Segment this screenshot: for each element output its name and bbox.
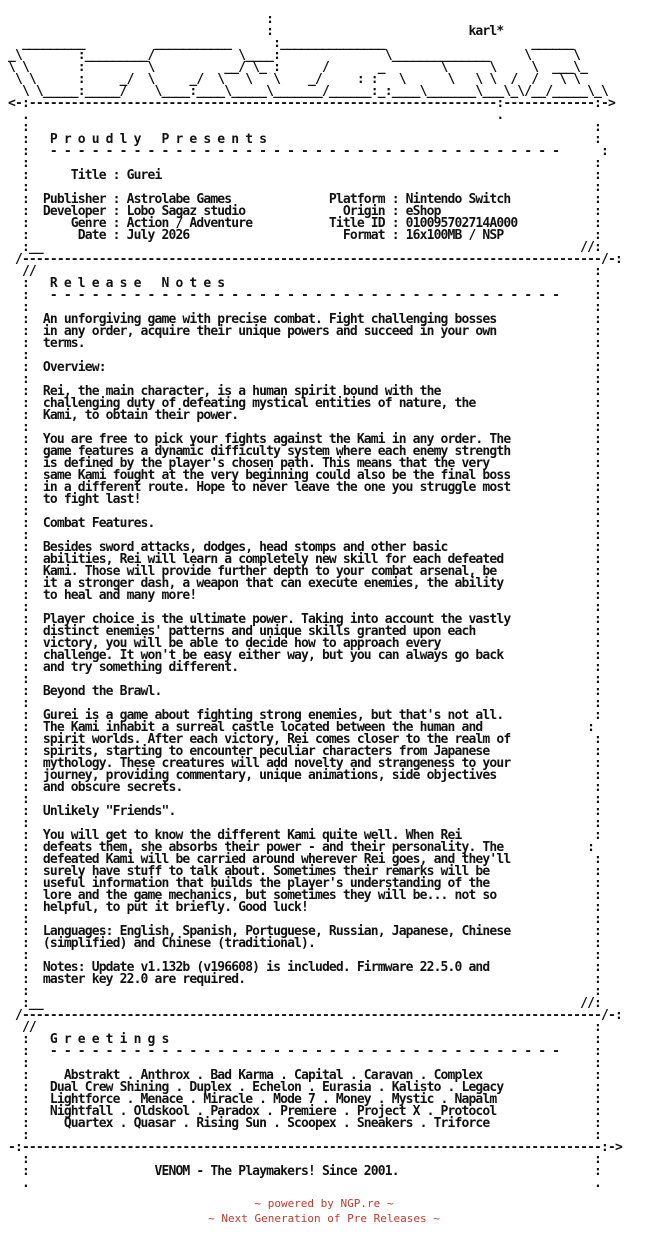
nfo-line: : : — [21, 504, 602, 519]
nfo-line: : surely have stuff to talk about. Sometimes their remarks will be : — [21, 864, 602, 879]
nfo-line: : - - - - - - - - - - - - - - - - - - - - - - - - - - - - - - - - - - - - - : — [21, 144, 608, 159]
nfo-line: : Kami. Those will provide further depth to your combat arsenal, be : — [21, 564, 602, 579]
nfo-line: : : — [21, 180, 602, 195]
nfo-line: : same Kami fought at the very beginning could also be the final boss : — [21, 468, 602, 483]
nfo-line: : : — [21, 348, 602, 363]
nfo-line: : spirit worlds. After each victory, Rei comes closer to the realm of : — [21, 732, 602, 747]
nfo-line: : : — [21, 300, 602, 315]
nfo-line: : Combat Features. : — [21, 516, 602, 531]
nfo-line: :__ //: — [21, 240, 602, 255]
nfo-line: : abilities, Rei will learn a completely new skill for each defeated : — [21, 552, 602, 567]
tagline-text: ~ Next Generation of Pre Releases ~ — [208, 1212, 440, 1225]
nfo-line: : to fight last! : — [21, 492, 602, 507]
nfo-line: : Beyond the Brawl. : — [21, 684, 602, 699]
nfo-line: // : — [21, 1020, 602, 1035]
nfo-line: : Overview: : — [21, 360, 602, 375]
nfo-line: : in a different route. Hope to never leave the one you struggle most : — [21, 480, 602, 495]
nfo-line: : victory, you will be able to decide how to approach every : — [21, 636, 602, 651]
nfo-line: /-----------------------------------------------------------------------------------/-: — [14, 252, 622, 267]
nfo-line: : Nightfall . Oldskool . Paradox . Premiere . Project X . Protocol : — [21, 1104, 602, 1119]
nfo-line: : Publisher : Astrolabe Games Platform : Nintendo Switch : — [21, 192, 602, 207]
nfo-line: : Lightforce . Menace . Miracle . Mode 7 . Money . Mystic . Napalm : — [21, 1092, 602, 1107]
nfo-line: // : — [21, 264, 602, 279]
nfo-line: : Title : Gurei : — [21, 168, 602, 183]
nfo-line: : terms. : — [21, 336, 602, 351]
nfo-line: : defeats them, she absorbs their power - and their personality. The : — [21, 840, 595, 855]
nfo-line: : : — [21, 696, 602, 711]
nfo-line: \ \ : \ __/ \_ : / _ \ \ \ ___\_ — [8, 60, 588, 75]
nfo-line: : Languages: English, Spanish, Portuguese, Russian, Japanese, Chinese : — [21, 924, 602, 939]
nfo-line: : R e l e a s e N o t e s : — [21, 276, 602, 291]
nfo-line: : challenging duty of defeating mystical entities of nature, the : — [21, 396, 602, 411]
nfo-line: : karl* — [266, 24, 504, 39]
nfo-line: : defeated Kami will be carried around wherever Rei goes, and they'll : — [21, 852, 602, 867]
nfo-line: : mythology. These creatures will add novelty and strangeness to your : — [21, 756, 602, 771]
nfo-line: : : — [21, 1128, 602, 1143]
nfo-line: : master key 22.0 are required. : — [21, 972, 602, 987]
nfo-line: :__ //: — [21, 996, 602, 1011]
nfo-line: : : — [21, 984, 602, 999]
nfo-line: : G r e e t i n g s : — [21, 1032, 602, 1047]
nfo-line: : : — [21, 120, 602, 135]
nfo-line: : : — [21, 600, 602, 615]
nfo-line: : it a stronger dash, a weapon that can execute enemies, the ability : — [21, 576, 602, 591]
nfo-line: /-----------------------------------------------------------------------------------/-: — [14, 1008, 622, 1023]
nfo-line: : You will get to know the different Kami quite well. When Rei : — [21, 828, 602, 843]
nfo-line: _\ :_________/ \____: \______________ \ \ — [8, 48, 581, 63]
nfo-line: : Date : July 2026 Format : 16x100MB / NSP : — [21, 228, 602, 243]
nfo-line: \ \ : _/ \ _/ \ \ \ _/ : : \ \ \ \ / / \ \ — [14, 72, 581, 87]
nfo-line: : : — [21, 372, 602, 387]
nfo-line: : : — [21, 912, 602, 927]
nfo-line: : VENOM - The Playmakers! Since 2001. : — [21, 1164, 602, 1179]
nfo-line: <-:-------------------------------------------------------------------:-------------:-> — [8, 96, 615, 111]
nfo-line: : Player choice is the ultimate power. Taking into account the vastly : — [21, 612, 602, 627]
nfo-line: : Dual Crew Shining . Duplex . Echelon . Eurasia . Kalisto . Legacy : — [21, 1080, 602, 1095]
nfo-line: : Rei, the main character, is a human spirit bound with the : — [21, 384, 602, 399]
nfo-line: : is defined by the player's chosen path. This means that the very : — [21, 456, 602, 471]
nfo-line: : and try something different. : — [21, 660, 602, 675]
nfo-line: : and obscure secrets. : — [21, 780, 602, 795]
site-footer — [0, 1196, 648, 1226]
nfo-line: : : — [21, 948, 602, 963]
nfo-line: : Unlikely "Friends". : — [21, 804, 602, 819]
nfo-line: : journey, providing commentary, unique animations, side objectives : — [21, 768, 602, 783]
nfo-line: \ \_____:_____/ \____:____\_____\_______/______:_:____\_______\___\_\/__/_____\_\ — [21, 84, 608, 99]
nfo-line: : P r o u d l y P r e s e n t s : — [21, 132, 602, 147]
powered-by-text: ~ powered by NGP.re ~ — [254, 1197, 394, 1210]
nfo-line: : spirits, starting to encounter peculiar characters from Japanese : — [21, 744, 602, 759]
nfo-line: : in any order, acquire their unique powers and succeed in your own : — [21, 324, 602, 339]
nfo-line: : — [266, 12, 274, 27]
nfo-line: : You are free to pick your fights against the Kami in any order. The : — [21, 432, 602, 447]
nfo-line: : helpful, to put it briefly. Good luck! : — [21, 900, 602, 915]
nfo-line: : Kami, to obtain their power. : — [21, 408, 602, 423]
nfo-line: . . — [21, 108, 504, 123]
nfo-line: . . — [21, 1176, 602, 1191]
nfo-text — [8, 14, 622, 1190]
nfo-line: : : — [21, 816, 602, 831]
nfo-line: : An unforgiving game with precise combat. Fight challenging bosses : — [21, 312, 602, 327]
nfo-line: : : — [21, 156, 602, 171]
nfo-line: : Besides sword attacks, dodges, head stomps and other basic : — [21, 540, 602, 555]
nfo-line: : useful information that builds the player's understanding of the : — [21, 876, 602, 891]
nfo-line: : : — [21, 672, 602, 687]
nfo-line: : : — [21, 420, 602, 435]
nfo-line: : : — [21, 792, 602, 807]
nfo-line: : : — [21, 528, 602, 543]
nfo-line: -:-----------------------------------------------------------------------------------:-> — [8, 1140, 622, 1155]
nfo-line: : Abstrakt . Anthrox . Bad Karma . Capital . Caravan . Complex : — [21, 1068, 602, 1083]
nfo-line: : (simplified) and Chinese (traditional). : — [21, 936, 602, 951]
nfo-line: : Quartex . Quasar . Rising Sun . Scoopex . Sneakers . Triforce : — [21, 1116, 602, 1131]
nfo-line: : : — [21, 1152, 602, 1167]
nfo-line: : Notes: Update v1.132b (v196608) is included. Firmware 22.5.0 and : — [21, 960, 602, 975]
nfo-line: : - - - - - - - - - - - - - - - - - - - - - - - - - - - - - - - - - - - - - : — [21, 1044, 602, 1059]
nfo-line: : - - - - - - - - - - - - - - - - - - - - - - - - - - - - - - - - - - - - - : — [21, 288, 602, 303]
nfo-line: : Gurei is a game about fighting strong enemies, but that's not all. : — [21, 708, 602, 723]
nfo-line: : distinct enemies' patterns and unique skills granted upon each : — [21, 624, 602, 639]
nfo-line: : challenge. It won't be easy either way, but you can always go back : — [21, 648, 602, 663]
nfo-line: : lore and the game mechanics, but sometimes they will be... not so : — [21, 888, 602, 903]
nfo-line: : game features a dynamic difficulty system where each enemy strength : — [21, 444, 602, 459]
nfo-line: : : — [21, 1056, 602, 1071]
nfo-line: : Developer : Lobo Sagaz studio Origin : eShop : — [21, 204, 602, 219]
nfo-line: : Genre : Action / Adventure Title ID : 010095702714A000 : — [21, 216, 602, 231]
nfo-line: _________ ___________ :_______________ ______ — [21, 36, 574, 51]
nfo-line: : to heal and many more! : — [21, 588, 602, 603]
nfo-line: : The Kami inhabit a surreal castle located between the human and : — [21, 720, 595, 735]
